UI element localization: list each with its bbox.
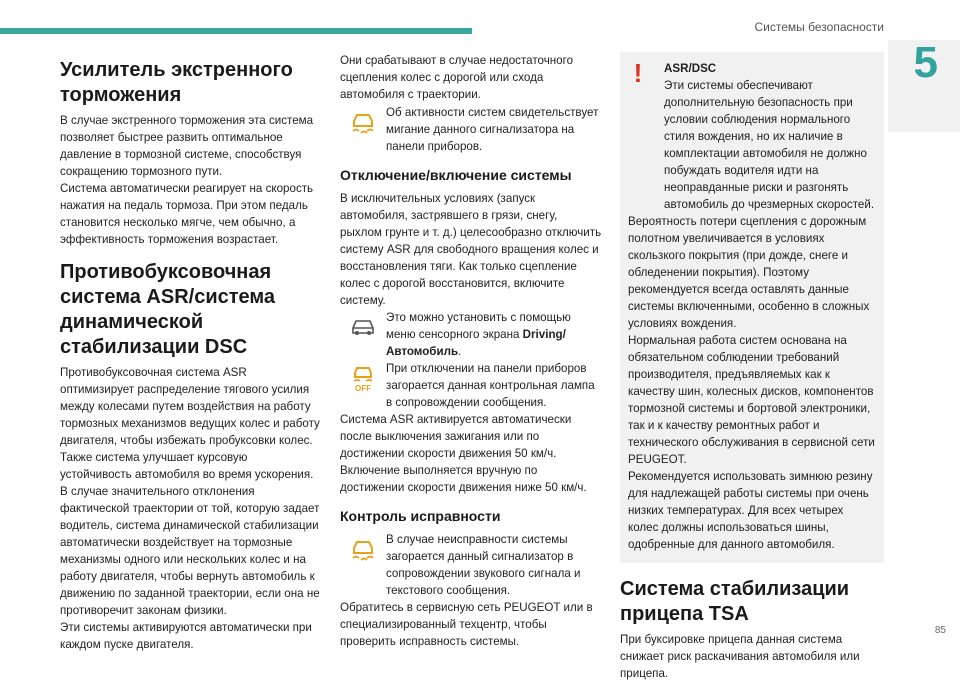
paragraph: Нормальная работа систем основана на обязательном соблюдении требований производителя, предъявляемых как к качеству шин, колесных дисков, компонентов тормозной системы и бортовой электроники, так и к качеству ремонтных работ и технического обслуживания в сервисной сети PEUGEOT. bbox=[628, 334, 875, 466]
paragraph: Включение выполняется вручную по достижении скорости движения ниже 50 км/ч. bbox=[340, 464, 587, 494]
car-icon bbox=[348, 311, 378, 341]
paragraph: В исключительных условиях (запуск автомобиля, застрявшего в грязи, снегу, рыхлом грунте и т. д.) целесообразно отключить систему ASR для свободного вращения колес и восстановления тяги. Как только сцепление колес с дорогой восстановится, включите систему. bbox=[340, 192, 602, 307]
heading-tsa: Система стабилизации прицепа TSA bbox=[620, 578, 850, 625]
skid-off-icon bbox=[348, 362, 378, 392]
note-skid-lamp bbox=[340, 104, 602, 155]
heading-brake-assist: Усилитель экстренного торможения bbox=[60, 59, 293, 106]
paragraph: В случае значительного отклонения фактической траектории от той, которую задает водитель, система динамической стабилизации автоматически воздействует на тормозные механизмы одного или нескольких колес и на работу двигателя, чтобы вернуть автомобиль к движению по заданной траектории, если она не противоречит законам физики. bbox=[60, 485, 320, 617]
page-number: 85 bbox=[934, 625, 946, 636]
heading-check: Контроль исправности bbox=[340, 508, 501, 524]
paragraph: При буксировке прицепа данная система снижает риск раскачивания автомобиля или прицепа. bbox=[620, 633, 860, 680]
note-off-lamp bbox=[340, 360, 602, 411]
chapter-number: 5 bbox=[913, 38, 938, 87]
paragraph: Обратитесь в сервисную сеть PEUGEOT или в специализированный техцентр, чтобы проверить исправность системы. bbox=[340, 601, 593, 648]
paragraph: Эти системы активируются автоматически при каждом пуске двигателя. bbox=[60, 621, 312, 651]
svg-text:OFF: OFF bbox=[355, 384, 371, 392]
paragraph: Об активности систем свидетельствует мигание данного сигнализатора на панели приборов. bbox=[386, 106, 599, 153]
header-accent-bar bbox=[0, 28, 472, 34]
paragraph: Эти системы обеспечивают дополнительную безопасность при условии соблюдения нормального стиля вождения, но их наличие в комплектации автомобиля не должно побуждать водителя идти на неоправданные риски и разгонять автомобиль до чрезмерных скоростей. bbox=[664, 79, 875, 211]
paragraph: Рекомендуется использовать зимнюю резину для надлежащей работы системы при очень низких температурах. Для всех четырех колес должны использоваться шины, одобренные для данного автомобиля. bbox=[628, 470, 873, 551]
paragraph: Вероятность потери сцепления с дорожным полотном увеличивается в условиях скользкого покрытия (при дожде, снеге и обледенении покрытия). Поэтому рекомендуется всегда оставлять данные системы включенными, особенно в сложных условиях вождения. bbox=[628, 215, 870, 330]
heading-asr-dsc: Противобуксовочная система ASR/система динамической стабилизации DSC bbox=[60, 261, 276, 358]
column-left bbox=[60, 52, 322, 653]
warning-title: ASR/DSC bbox=[664, 62, 717, 75]
paragraph: При отключении на панели приборов загорается данная контрольная лампа в сопровождении сообщения. bbox=[386, 362, 595, 409]
heading-switch: Отключение/включение системы bbox=[340, 167, 572, 183]
paragraph: Система автоматически реагирует на скорость нажатия на педаль тормоза. При этом педаль становится несколько мягче, чем обычно, а эффективность торможения возрастает. bbox=[60, 182, 314, 246]
skid-car-icon bbox=[348, 106, 378, 136]
menu-name: Driving/Автомобиль bbox=[386, 328, 566, 358]
note-fault-lamp bbox=[340, 531, 602, 599]
column-middle bbox=[340, 52, 602, 650]
paragraph: В случае экстренного торможения эта система позволяет быстрее развить оптимальное давление в тормозной системе, способствуя сокращению тормозного пути. bbox=[60, 114, 314, 178]
running-head: Системы безопасности bbox=[754, 20, 884, 34]
paragraph: Они срабатывают в случае недостаточного сцепления колес с дорогой или схода автомобиля с траектории. bbox=[340, 54, 574, 101]
paragraph: Это можно установить с помощью меню сенсорного экрана Driving/Автомобиль. bbox=[386, 311, 571, 358]
paragraph: Система ASR активируется автоматически после выключения зажигания или по достижении скорости движения 50 км/ч. bbox=[340, 413, 572, 460]
skid-car-icon bbox=[348, 533, 378, 563]
warning-header bbox=[628, 58, 876, 88]
warning-box bbox=[620, 52, 884, 563]
exclamation-icon: ! bbox=[633, 58, 643, 88]
paragraph: Противобуксовочная система ASR оптимизирует распределение тягового усилия между колесами путем воздействия на работу тормозных механизмов ведущих колес и работу двигателя, чтобы избежать пробуксовки колес. Также система улучшает курсовую устойчивость автомобиля во время ускорения. bbox=[60, 366, 320, 481]
note-touch-menu bbox=[340, 309, 602, 360]
paragraph: В случае неисправности системы загорается данный сигнализатор в сопровождении звукового сигнала и текстового сообщения. bbox=[386, 533, 581, 597]
column-right bbox=[620, 52, 884, 682]
